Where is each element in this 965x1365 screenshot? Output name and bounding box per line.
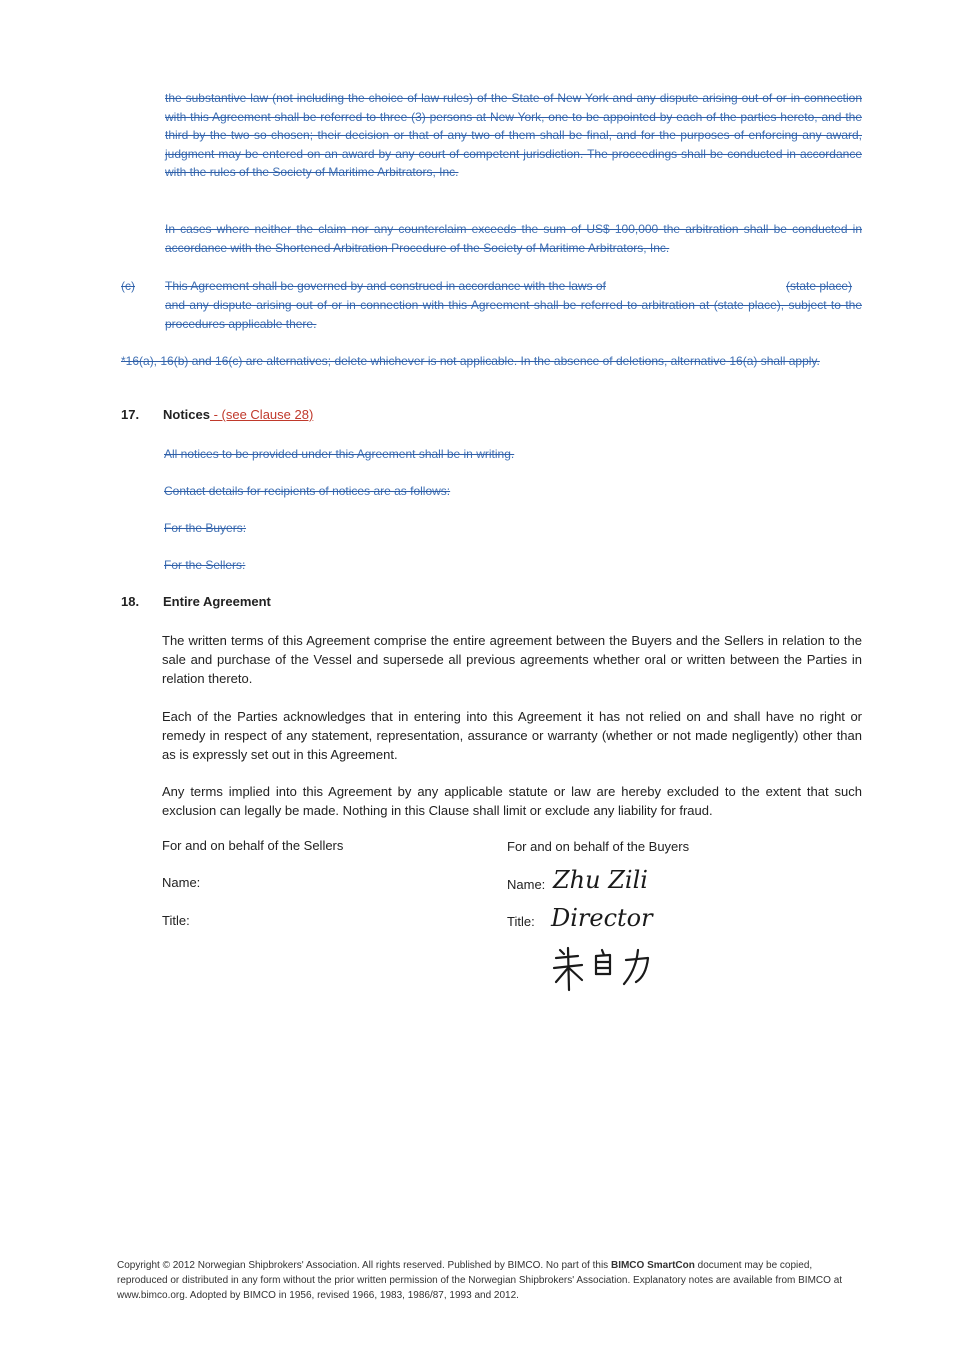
footer-text-bold: BIMCO SmartCon <box>610 1260 695 1271</box>
clause-16c-state-place: (state place) <box>786 279 853 293</box>
clause-18-title: Entire Agreement <box>163 594 271 609</box>
footer-text-pre: Copyright © 2012 Norwegian Shipbrokers' Association. All rights reserved. Published by BIMCO. No part of this <box>117 1260 611 1271</box>
clause-16b-paragraph-2: In cases where neither the claim nor any counterclaim exceeds the sum of US$ 100,000 the arbitration shall be conducted in accordance with the Shortened Arbitration Procedure of the Society of Maritime Arbitrators, Inc. <box>165 222 862 255</box>
buyer-title-handwritten: Director <box>551 904 653 932</box>
buyers-name-label: Name: <box>507 877 546 892</box>
clause-17-title: Notices <box>163 407 210 422</box>
clause-18-paragraph-1: The written terms of this Agreement comprise the entire agreement between the Buyers and the Sellers in relation to the sale and purchase of the Vessel and supersede all previous agreements whether oral or written between the Parties in relation thereto. <box>162 633 862 686</box>
buyer-name-handwritten: Zhu Zili <box>553 866 648 894</box>
buyers-title-label: Title: <box>507 914 535 929</box>
clause-16c-line1: This Agreement shall be governed by and construed in accordance with the laws of <box>165 279 606 293</box>
clause-16-note <box>121 352 862 371</box>
sellers-title-label: Title: <box>162 913 190 928</box>
clause-17-reference: - (see Clause 28) <box>209 407 314 422</box>
clause-17-heading <box>163 407 313 422</box>
clause-17-line-3: For the Buyers: <box>164 521 247 535</box>
clause-17-line-1: All notices to be provided under this Agreement shall be in writing. <box>164 447 515 461</box>
clause-17-number: 17. <box>121 407 140 422</box>
clause-17-line-4: For the Sellers: <box>164 558 246 572</box>
sellers-name-label: Name: <box>162 875 201 890</box>
footer-text-post: document may be copied, reproduced or distributed in any form without the prior written permission of the Norwegian Shipbrokers' Association. Explanatory notes are available from BIMCO at www.bimco.org. Adopted by BIMCO in 1956, revised 1966, 1983, 1986/87, 1993 and 2012. <box>117 1260 843 1301</box>
copyright-footer <box>117 1258 862 1303</box>
clause-17-line-2: Contact details for recipients of notices are as follows: <box>164 484 451 498</box>
clause-18-number: 18. <box>121 594 140 609</box>
clause-16-note-text: *16(a), 16(b) and 16(c) are alternatives; delete whichever is not applicable. In the absence of deletions, alternative 16(a) shall apply. <box>121 354 820 368</box>
clause-16c-label: (c) <box>121 279 135 293</box>
sellers-label: For and on behalf of the Sellers <box>162 838 344 853</box>
clause-18-paragraph-2: Each of the Parties acknowledges that in entering into this Agreement it has not relied on and shall have no right or remedy in respect of any statement, representation, assurance or warranty (whether or not made negligently) other than as is expressly set out in this Agreement. <box>162 709 862 762</box>
clause-18-paragraph-3: Any terms implied into this Agreement by any applicable statute or law are hereby excluded to the extent that such exclusion can legally be made. Nothing in this Clause shall limit or exclude any liability for fraud. <box>162 784 862 818</box>
clause-16c-rest: and any dispute arising out of or in connection with this Agreement shall be referred to arbitration at (state place), subject to the procedures applicable there. <box>165 298 862 331</box>
clause-16b-paragraph-1: the substantive law (not including the choice of law rules) of the State of New York and any dispute arising out of or in connection with this Agreement shall be referred to three (3) persons at New York, one to be appointed by each of the parties hereto, and the third by the two so chosen; their decision or that of any two of them shall be final, and for the purposes of enforcing any award, judgment may be entered on an award by any court of competent jurisdiction. The proceedings shall be conducted in accordance with the rules of the Society of Maritime Arbitrators, Inc. <box>165 91 862 179</box>
buyers-label: For and on behalf of the Buyers <box>507 839 690 854</box>
chinese-signature-image <box>552 944 662 992</box>
